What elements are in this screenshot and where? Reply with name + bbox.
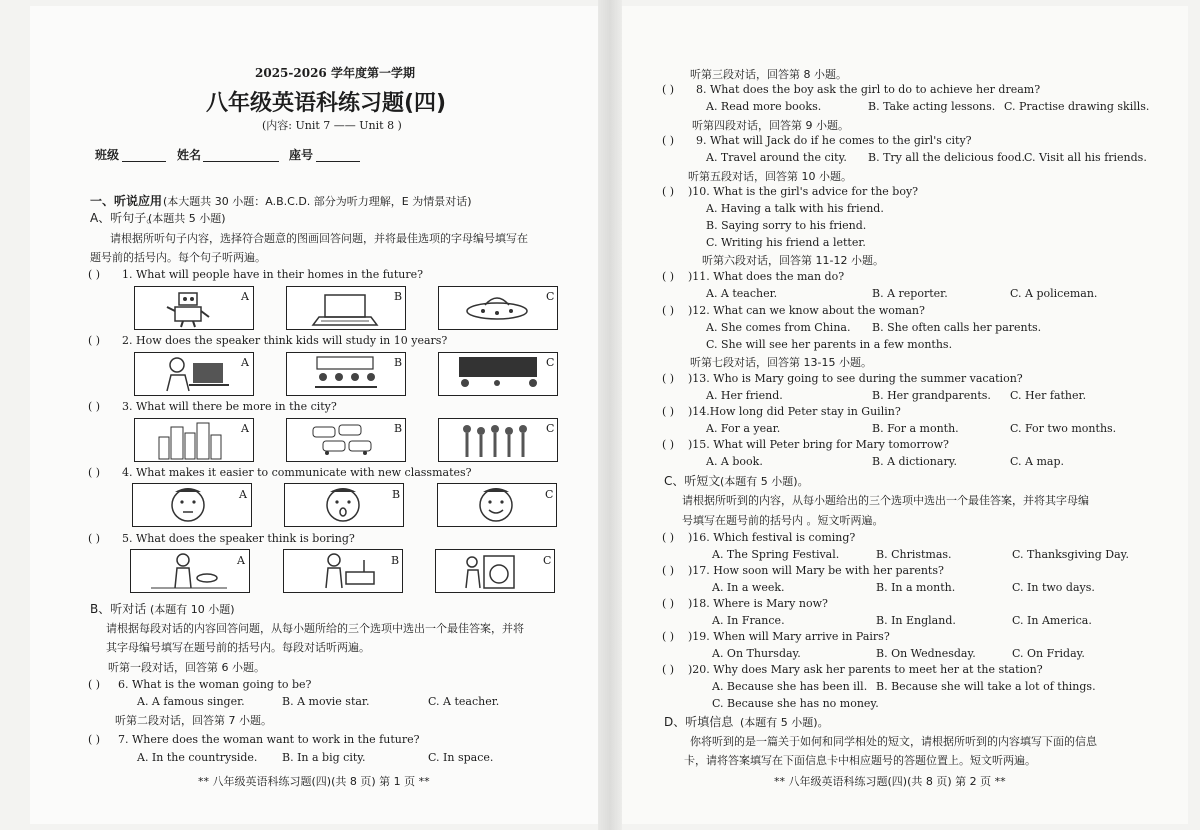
question-6: 6. What is the woman going to be? xyxy=(118,678,312,691)
q7-option-c[interactable]: C. In space. xyxy=(428,751,494,764)
partB-title: B、听对话 xyxy=(90,602,147,616)
q4-label-b: B xyxy=(392,488,401,501)
question-17: )17. How soon will Mary be with her parents? xyxy=(688,564,944,577)
seat-blank[interactable] xyxy=(316,160,360,162)
exam-title: 八年级英语科练习题(四) xyxy=(206,91,447,116)
q19-option-a[interactable]: A. On Thursday. xyxy=(712,647,801,660)
q13-option-b[interactable]: B. Her grandparents. xyxy=(872,389,991,402)
partD-title: D、听填信息 xyxy=(664,715,734,729)
q17-option-a[interactable]: A. In a week. xyxy=(712,581,785,594)
class-blank[interactable] xyxy=(122,160,166,162)
partA-instructions: 请根据所听句子内容，选择符合题意的图画回答问题，并将最佳选项的字母编号填写在 xyxy=(110,232,528,245)
answer-bracket[interactable]: ( ) xyxy=(88,334,101,347)
question-19: )19. When will Mary arrive in Pairs? xyxy=(688,630,890,643)
question-13: )13. Who is Mary going to see during the summer vacation? xyxy=(688,372,1023,385)
question-18: )18. Where is Mary now? xyxy=(688,597,828,610)
ufo-icon xyxy=(439,287,556,328)
question-4: 4. What makes it easier to communicate with new classmates? xyxy=(122,466,472,479)
section1-title: 一、听说应用 xyxy=(90,194,163,208)
q6-option-b[interactable]: B. A movie star. xyxy=(282,695,370,708)
question-7: 7. Where does the woman want to work in the future? xyxy=(118,733,420,746)
q2-label-c: C xyxy=(546,356,555,369)
q3-label-a: A xyxy=(241,422,249,435)
answer-bracket[interactable]: ( ) xyxy=(662,630,675,643)
q4-label-c: C xyxy=(545,488,554,501)
q11-option-c[interactable]: C. A policeman. xyxy=(1010,287,1098,300)
name-label: 姓名 xyxy=(177,148,202,162)
dialogue-6-note: 听第六段对话，回答第 11-12 小题。 xyxy=(702,254,884,267)
q12-option-b[interactable]: B. She often calls her parents. xyxy=(872,321,1042,334)
q11-option-b[interactable]: B. A reporter. xyxy=(872,287,948,300)
question-11: )11. What does the man do? xyxy=(688,270,845,283)
q13-option-a[interactable]: A. Her friend. xyxy=(706,389,783,402)
answer-bracket[interactable]: ( ) xyxy=(662,564,675,577)
dialogue-2-note: 听第二段对话，回答第 7 小题。 xyxy=(115,714,272,727)
q16-option-c[interactable]: C. Thanksgiving Day. xyxy=(1012,548,1129,561)
q6-option-a[interactable]: A. A famous singer. xyxy=(137,695,245,708)
question-8: 8. What does the boy ask the girl to do to achieve her dream? xyxy=(696,83,1041,96)
answer-bracket[interactable]: ( ) xyxy=(88,678,101,691)
q14-option-a[interactable]: A. For a year. xyxy=(706,422,781,435)
dialogue-4-note: 听第四段对话，回答第 9 小题。 xyxy=(692,119,849,132)
surprised-face-icon xyxy=(285,484,402,525)
q1-option-c-ufo[interactable] xyxy=(438,286,558,330)
answer-bracket[interactable]: ( ) xyxy=(662,270,675,283)
school-year: 2025-2026 学年度第一学期 xyxy=(255,66,415,80)
q19-option-c[interactable]: C. On Friday. xyxy=(1012,647,1085,660)
q4-option-b-surprised-face[interactable] xyxy=(284,483,404,527)
q20-option-b[interactable]: B. Because she will take a lot of things. xyxy=(876,680,1096,693)
q3-option-c-people[interactable] xyxy=(438,418,558,462)
answer-bracket[interactable]: ( ) xyxy=(662,372,675,385)
q4-label-a: A xyxy=(239,488,247,501)
partA-count: (本题共 5 小题) xyxy=(148,212,226,225)
question-12: )12. What can we know about the woman? xyxy=(688,304,925,317)
partD-count: (本题有 5 小题)。 xyxy=(740,716,829,729)
partA-title: A、听句子。 xyxy=(90,211,159,225)
seat-label: 座号 xyxy=(289,148,314,162)
q4-option-c-smiling-face[interactable] xyxy=(437,483,557,527)
q2-option-b-classroom[interactable] xyxy=(286,352,406,396)
q8-option-b[interactable]: B. Take acting lessons. xyxy=(868,100,996,113)
washing-machine-icon xyxy=(436,550,553,591)
thinking-face-icon xyxy=(133,484,250,525)
partB-instructions-2: 其字母编号填写在题号前的括号内。每段对话听两遍。 xyxy=(106,641,370,654)
question-5: 5. What does the speaker think is boring? xyxy=(122,532,355,545)
q18-option-a[interactable]: A. In France. xyxy=(712,614,785,627)
classroom-icon xyxy=(287,353,404,394)
crowd-icon xyxy=(439,419,556,460)
question-10: )10. What is the girl's advice for the boy? xyxy=(688,185,919,198)
laptop-icon xyxy=(287,287,404,328)
q8-option-c[interactable]: C. Practise drawing skills. xyxy=(1004,100,1150,113)
section1-desc: (本大题共 30 小题：A.B.C.D. 部分为听力理解，E 为情景对话) xyxy=(163,195,472,208)
q2-label-a: A xyxy=(241,356,249,369)
q1-label-b: B xyxy=(394,290,403,303)
class-label: 班级 xyxy=(95,148,120,162)
skyline-icon xyxy=(135,419,252,460)
q2-option-a-kid-laptop[interactable] xyxy=(134,352,254,396)
question-20: )20. Why does Mary ask her parents to meet her at the station? xyxy=(688,663,1043,676)
q10-option-b[interactable]: B. Saying sorry to his friend. xyxy=(706,219,867,232)
question-1: 1. What will people have in their homes in the future? xyxy=(122,268,424,281)
partA-instructions-2: 题号前的括号内。每个句子听两遍。 xyxy=(90,251,266,264)
dialogue-3-note: 听第三段对话，回答第 8 小题。 xyxy=(690,68,847,81)
exam-content-range: (内容: Unit 7 —— Unit 8 ) xyxy=(262,119,402,132)
question-16: )16. Which festival is coming? xyxy=(688,531,856,544)
partD-instructions: 你将听到的是一篇关于如何和同学相处的短文，请根据所听到的内容填写下面的信息 xyxy=(690,735,1097,748)
q9-option-c[interactable]: C. Visit all his friends. xyxy=(1024,151,1147,164)
q5-option-b-washing-dishes[interactable] xyxy=(283,549,403,593)
question-9: 9. What will Jack do if he comes to the girl's city? xyxy=(696,134,972,147)
page-footer-2: ** 八年级英语科练习题(四)(共 8 页) 第 2 页 ** xyxy=(774,775,1006,788)
answer-bracket[interactable]: ( ) xyxy=(662,531,675,544)
q17-option-b[interactable]: B. In a month. xyxy=(876,581,956,594)
answer-bracket[interactable]: ( ) xyxy=(662,134,675,147)
q14-option-c[interactable]: C. For two months. xyxy=(1010,422,1117,435)
washing-dishes-icon xyxy=(284,550,401,591)
answer-bracket[interactable]: ( ) xyxy=(662,304,675,317)
q18-option-c[interactable]: C. In America. xyxy=(1012,614,1092,627)
smiling-face-icon xyxy=(438,484,555,525)
answer-bracket[interactable]: ( ) xyxy=(662,597,675,610)
q12-option-c[interactable]: C. She will see her parents in a few months. xyxy=(706,338,953,351)
answer-bracket[interactable]: ( ) xyxy=(662,185,675,198)
q2-label-b: B xyxy=(394,356,403,369)
answer-bracket[interactable]: ( ) xyxy=(88,466,101,479)
q3-label-c: C xyxy=(546,422,555,435)
q5-label-a: A xyxy=(237,554,245,567)
cooking-icon xyxy=(131,550,248,591)
dialogue-7-note: 听第七段对话，回答第 13-15 小题。 xyxy=(690,356,872,369)
partC-title: C、听短文 xyxy=(664,474,721,488)
answer-bracket[interactable]: ( ) xyxy=(662,663,675,676)
q7-option-a[interactable]: A. In the countryside. xyxy=(137,751,258,764)
partD-instructions-2: 卡，请将答案填写在下面信息卡中相应题号的答题位置上。短文听两遍。 xyxy=(684,754,1036,767)
q14-option-b[interactable]: B. For a month. xyxy=(872,422,959,435)
q10-option-c[interactable]: C. Writing his friend a letter. xyxy=(706,236,866,249)
answer-bracket[interactable]: ( ) xyxy=(88,733,101,746)
answer-bracket[interactable]: ( ) xyxy=(88,532,101,545)
dialogue-1-note: 听第一段对话，回答第 6 小题。 xyxy=(108,661,265,674)
answer-bracket[interactable]: ( ) xyxy=(88,400,101,413)
q5-label-c: C xyxy=(543,554,552,567)
question-15: )15. What will Peter bring for Mary tomorrow? xyxy=(688,438,949,451)
q20-option-a[interactable]: A. Because she has been ill. xyxy=(712,680,868,693)
q19-option-b[interactable]: B. On Wednesday. xyxy=(876,647,976,660)
answer-bracket[interactable]: ( ) xyxy=(662,405,675,418)
q11-option-a[interactable]: A. A teacher. xyxy=(706,287,778,300)
kid-at-computer-icon xyxy=(135,353,252,394)
q12-option-a[interactable]: A. She comes from China. xyxy=(706,321,851,334)
q9-option-a[interactable]: A. Travel around the city. xyxy=(706,151,847,164)
partB-count: (本题有 10 小题) xyxy=(150,603,235,616)
q3-option-a-buildings[interactable] xyxy=(134,418,254,462)
question-2: 2. How does the speaker think kids will study in 10 years? xyxy=(122,334,448,347)
q4-option-a-thinking-face[interactable] xyxy=(132,483,252,527)
q7-option-b[interactable]: B. In a big city. xyxy=(282,751,366,764)
q5-label-b: B xyxy=(391,554,400,567)
teacher-board-icon xyxy=(439,353,556,394)
q13-option-c[interactable]: C. Her father. xyxy=(1010,389,1087,402)
q6-option-c[interactable]: C. A teacher. xyxy=(428,695,500,708)
answer-bracket[interactable]: ( ) xyxy=(662,438,675,451)
q15-option-a[interactable]: A. A book. xyxy=(706,455,763,468)
partB-instructions: 请根据每段对话的内容回答问题，从每小题所给的三个选项中选出一个最佳答案，并将 xyxy=(106,622,524,635)
q1-label-c: C xyxy=(546,290,555,303)
answer-bracket[interactable]: ( ) xyxy=(88,268,101,281)
robot-icon xyxy=(135,287,252,328)
dialogue-5-note: 听第五段对话，回答第 10 小题。 xyxy=(688,170,852,183)
q20-option-c[interactable]: C. Because she has no money. xyxy=(712,697,879,710)
partC-instructions-2: 号填写在题号前的括号内 。短文听两遍。 xyxy=(682,514,884,527)
q10-option-a[interactable]: A. Having a talk with his friend. xyxy=(706,202,884,215)
q1-option-b-laptop[interactable] xyxy=(286,286,406,330)
q5-option-c-laundry[interactable] xyxy=(435,549,555,593)
question-14: )14.How long did Peter stay in Guilin? xyxy=(688,405,901,418)
name-blank[interactable] xyxy=(203,160,279,162)
cars-icon xyxy=(287,419,404,460)
q3-label-b: B xyxy=(394,422,403,435)
partC-count: (本题有 5 小题)。 xyxy=(720,475,809,488)
q15-option-b[interactable]: B. A dictionary. xyxy=(872,455,957,468)
q1-label-a: A xyxy=(241,290,249,303)
q18-option-b[interactable]: B. In England. xyxy=(876,614,956,627)
q16-option-b[interactable]: B. Christmas. xyxy=(876,548,952,561)
q5-option-a-cooking[interactable] xyxy=(130,549,250,593)
partC-instructions: 请根据所听到的内容，从每小题给出的三个选项中选出一个最佳答案，并将其字母编 xyxy=(682,494,1089,507)
page-footer-1: ** 八年级英语科练习题(四)(共 8 页) 第 1 页 ** xyxy=(198,775,430,788)
question-3: 3. What will there be more in the city? xyxy=(122,400,337,413)
q17-option-c[interactable]: C. In two days. xyxy=(1012,581,1095,594)
q2-option-c-teacher[interactable] xyxy=(438,352,558,396)
q15-option-c[interactable]: C. A map. xyxy=(1010,455,1064,468)
page-fold xyxy=(598,0,622,830)
q8-option-a[interactable]: A. Read more books. xyxy=(706,100,822,113)
q1-option-a-robot[interactable] xyxy=(134,286,254,330)
q3-option-b-cars[interactable] xyxy=(286,418,406,462)
answer-bracket[interactable]: ( ) xyxy=(662,83,675,96)
q16-option-a[interactable]: A. The Spring Festival. xyxy=(712,548,840,561)
q9-option-b[interactable]: B. Try all the delicious food. xyxy=(868,151,1025,164)
